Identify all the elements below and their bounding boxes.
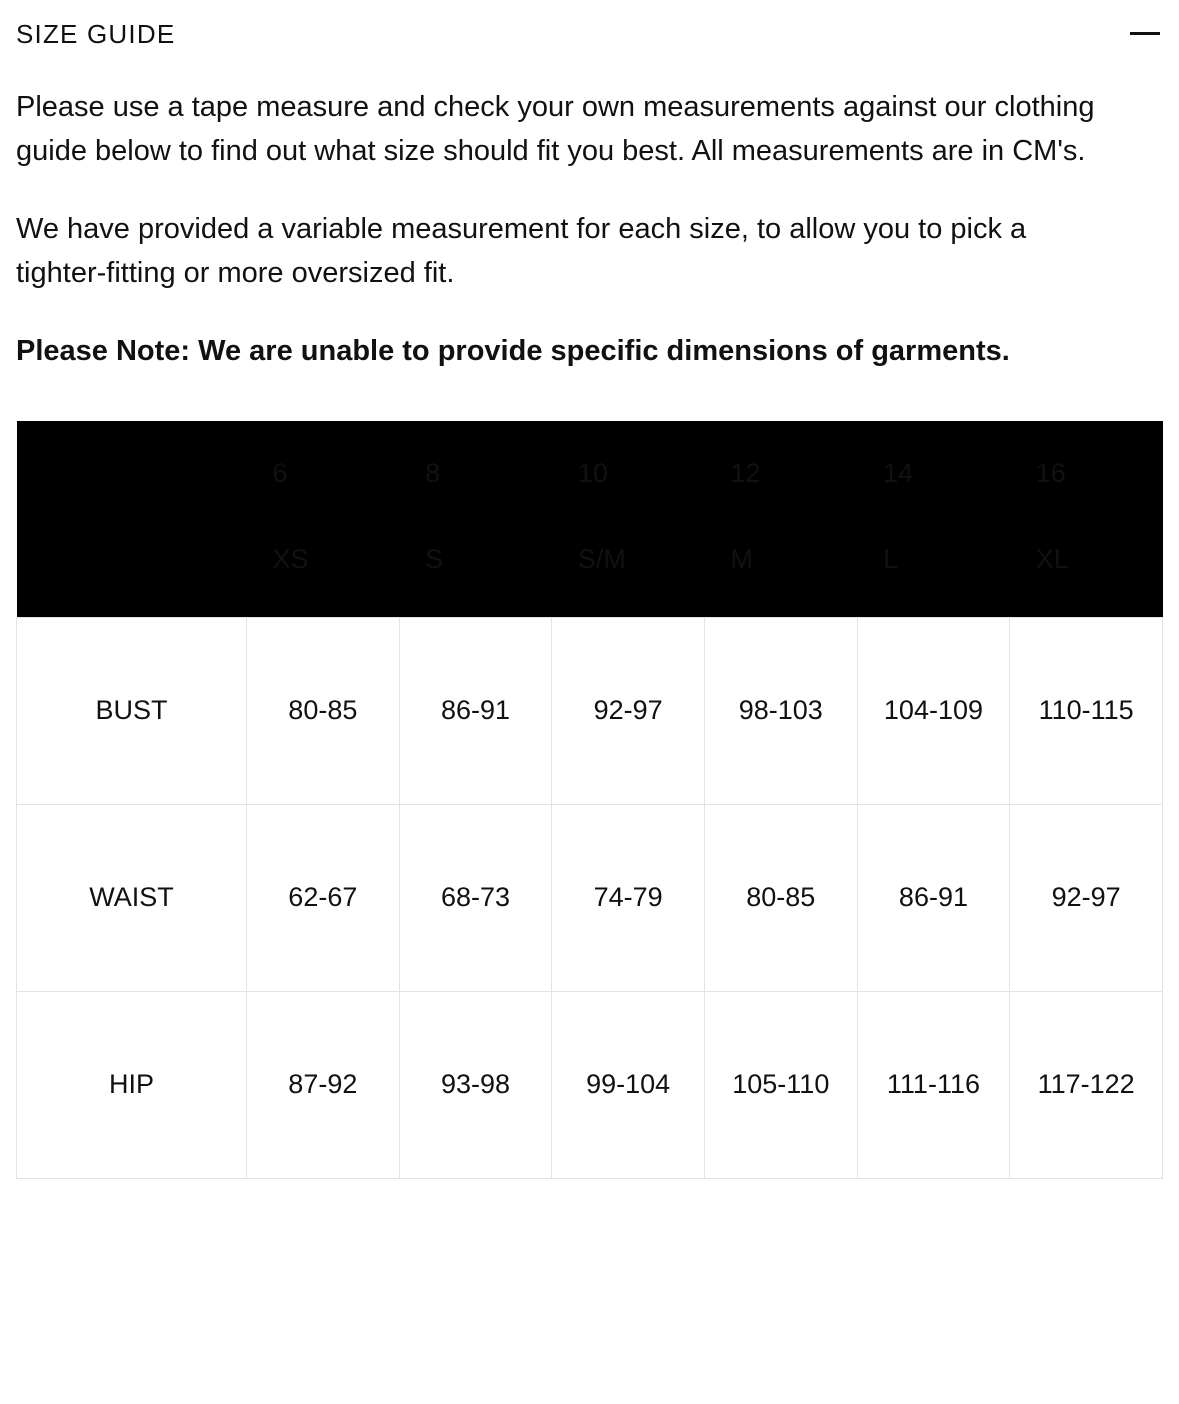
hip-size-14: 111-116 [857, 991, 1010, 1178]
row-label-hip: HIP [17, 991, 247, 1178]
bust-size-6: 80-85 [247, 617, 400, 804]
bust-size-14: 104-109 [857, 617, 1010, 804]
table-row [17, 617, 1163, 804]
intro-paragraph-2: We have provided a variable measurement for each size, to allow you to pick a tighter-fitting or more oversized fit. [16, 212, 1027, 289]
waist-size-12: 80-85 [704, 804, 857, 991]
hip-size-6: 87-92 [247, 991, 400, 1178]
page-title: SIZE GUIDE [16, 19, 176, 49]
numeric-size-12: 12 [704, 421, 857, 517]
letter-size-l: L [857, 517, 1010, 618]
size-chart-body [17, 617, 1163, 1178]
letter-size-xs: XS [247, 517, 400, 618]
letter-size-sm: S/M [552, 517, 705, 618]
hip-size-12: 105-110 [704, 991, 857, 1178]
letter-size-xl: XL [1010, 517, 1163, 618]
numeric-size-14: 14 [857, 421, 1010, 517]
letter-size-header-row [17, 517, 1163, 618]
intro-paragraph-1: Please use a tape measure and check your own measurements against our clothing guide below to find out what size should fit you best. All measurements are in CM's. [16, 90, 1095, 167]
size-guide-header [16, 18, 1163, 49]
numeric-size-8: 8 [399, 421, 552, 517]
table-row [17, 991, 1163, 1178]
waist-size-16: 92-97 [1010, 804, 1163, 991]
letter-size-s: S [399, 517, 552, 618]
header-corner-cell-2 [17, 517, 247, 618]
numeric-size-header-row [17, 421, 1163, 517]
bust-size-8: 86-91 [399, 617, 552, 804]
row-label-waist: WAIST [17, 804, 247, 991]
bust-size-16: 110-115 [1010, 617, 1163, 804]
numeric-size-10: 10 [552, 421, 705, 517]
minus-icon[interactable] [1127, 18, 1163, 48]
letter-size-m: M [704, 517, 857, 618]
waist-size-10: 74-79 [552, 804, 705, 991]
intro-text-block [16, 85, 1163, 373]
waist-size-14: 86-91 [857, 804, 1010, 991]
hip-size-16: 117-122 [1010, 991, 1163, 1178]
intro-note: Please Note: We are unable to provide specific dimensions of garments. [16, 334, 1010, 367]
bust-size-12: 98-103 [704, 617, 857, 804]
size-chart-head [17, 421, 1163, 618]
size-chart-table [16, 421, 1163, 1179]
numeric-size-16: 16 [1010, 421, 1163, 517]
hip-size-8: 93-98 [399, 991, 552, 1178]
waist-size-8: 68-73 [399, 804, 552, 991]
row-label-bust: BUST [17, 617, 247, 804]
hip-size-10: 99-104 [552, 991, 705, 1178]
numeric-size-6: 6 [247, 421, 400, 517]
bust-size-10: 92-97 [552, 617, 705, 804]
waist-size-6: 62-67 [247, 804, 400, 991]
minus-icon-bar [1130, 32, 1160, 35]
header-corner-cell [17, 421, 247, 517]
table-row [17, 804, 1163, 991]
